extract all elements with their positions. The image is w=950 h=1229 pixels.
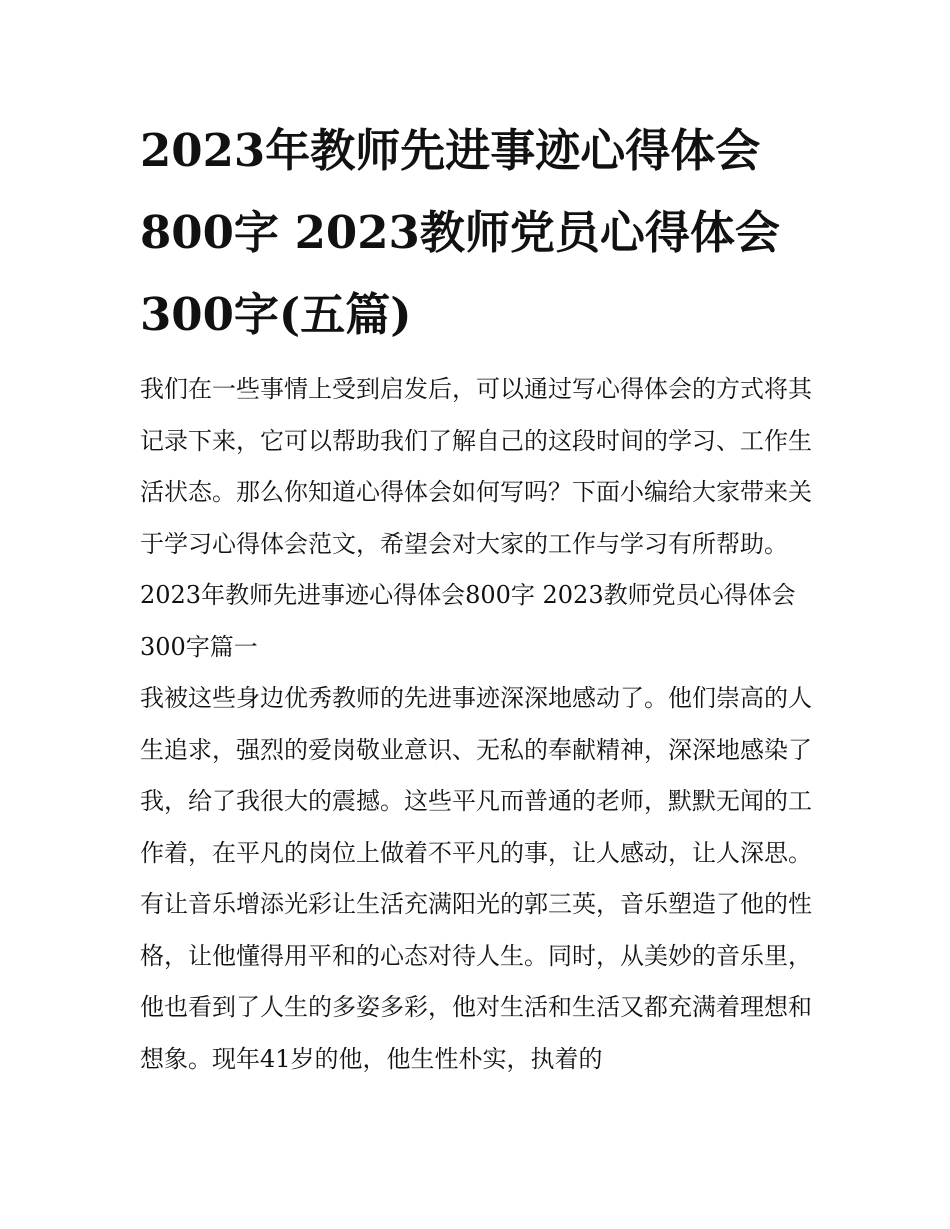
section-heading: 2023年教师先进事迹心得体会800字 2023教师党员心得体会300字篇一 [140, 581, 796, 661]
body-paragraph: 我被这些身边优秀教师的先进事迹深深地感动了。他们崇高的人生追求，强烈的爱岗敬业意识、无私的奉献精神，深深地感染了我，给了我很大的震撼。这些平凡而普通的老师，默默无闻的工作着，在平凡的岗位上做着不平凡的事，让人感动，让人深思。有让音乐增添光彩让生活充满阳光的郭三英，音乐塑造了他的性格，让他懂得用平和的心态对待人生。同时，从美妙的音乐里，他也看到了人生的多姿多彩，他对生活和生活又都充满着理想和想象。现年41岁的他，他生性朴实，执着的 [140, 684, 812, 1073]
document-title: 2023年教师先进事迹心得体会800字 2023教师党员心得体会300字(五篇) [140, 124, 780, 341]
document-content [140, 110, 812, 1085]
intro-paragraph: 我们在一些事情上受到启发后，可以通过写心得体会的方式将其记录下来，它可以帮助我们了解自己的这段时间的学习、工作生活状态。那么你知道心得体会如何写吗？下面小编给大家带来关于学习心得体会范文，希望会对大家的工作与学习有所帮助。 [140, 375, 812, 558]
